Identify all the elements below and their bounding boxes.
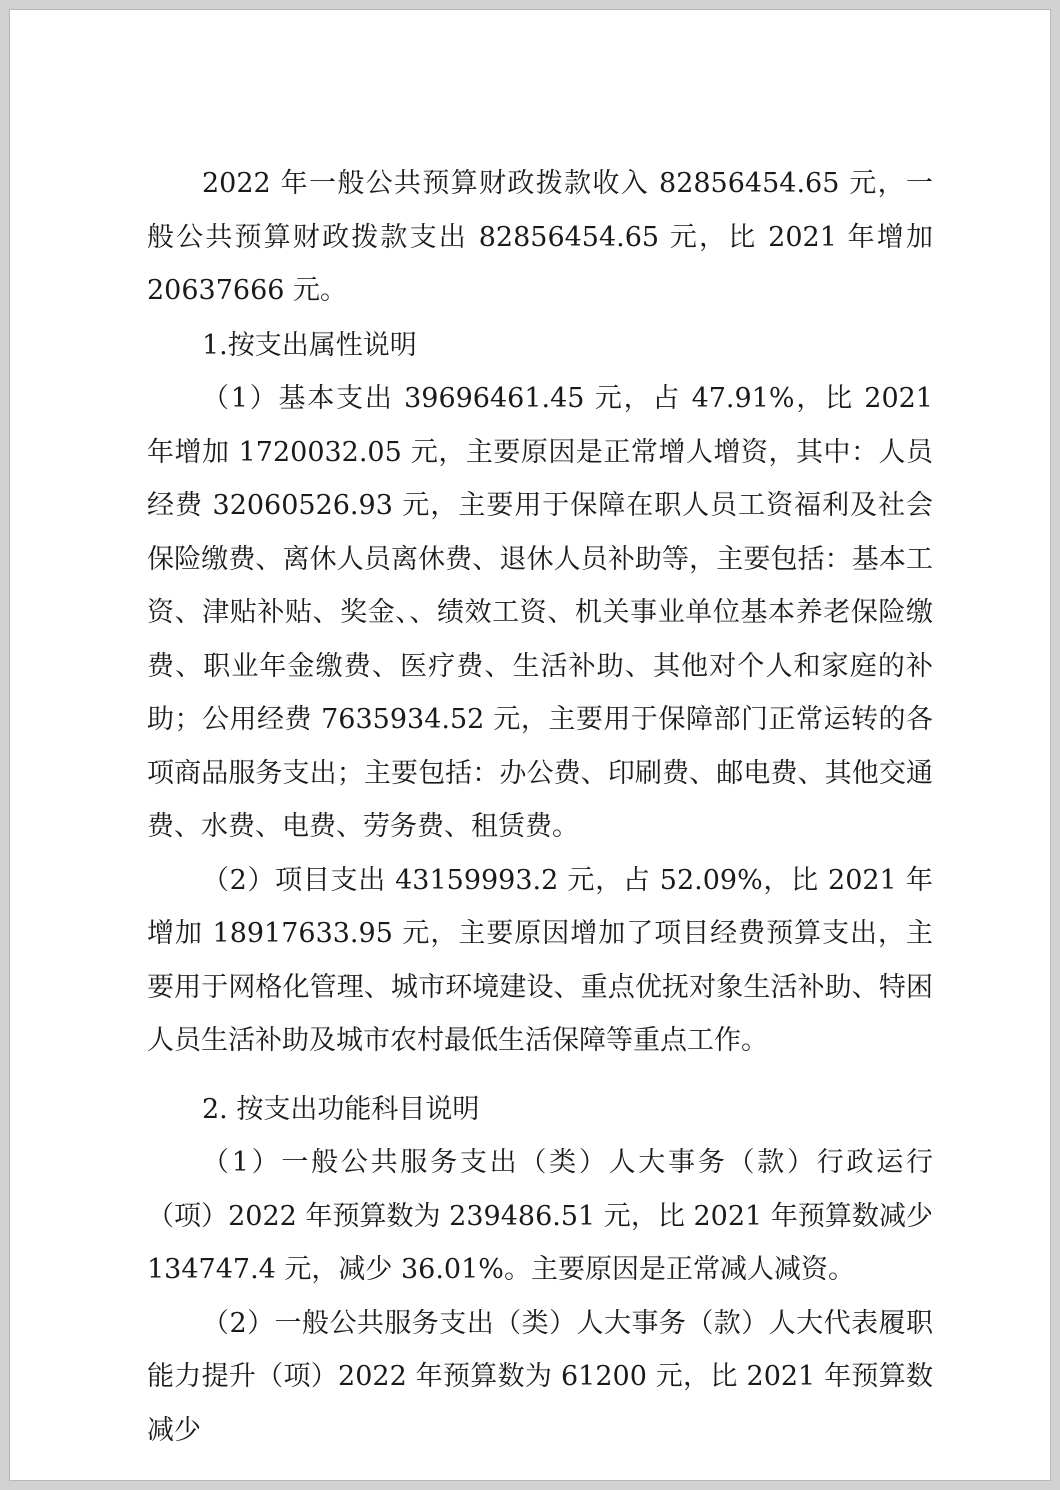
heading-by-function-subject: 2. 按支出功能科目说明 bbox=[202, 1093, 480, 1125]
section-spacer bbox=[147, 1068, 933, 1082]
paragraph-project-expenditure: （2）项目支出 43159993.2 元，占 52.09%，比 2021 年增加 18917633.95 元，主要原因增加了项目经费预算支出，主要用于网格化管理、城市环境建设、重点优抚对象生活补助、特困人员生活补助及城市农村最低生活保障等重点工作。 bbox=[147, 864, 933, 1056]
paragraph-admin-operation: （1）一般公共服务支出（类）人大事务（款）行政运行（项）2022 年预算数为 239486.51 元，比 2021 年预算数减少 134747.4 元，减少 36.01%。主要原因是正常减人减资。 bbox=[147, 1147, 933, 1285]
paragraph-basic-expenditure: （1）基本支出 39696461.45 元，占 47.91%，比 2021 年增加 1720032.05 元，主要原因是正常增人增资，其中：人员经费 32060526.93 元，主要用于保障在职人员工资福利及社会保险缴费、离休人员离休费、退休人员补助等，主要包括：基本工资、津贴补贴、奖金、、绩效工资、机关事业单位基本养老保险缴费、职业年金缴费、医疗费、生活补助、其他对个人和家庭的补助；公用经费 7635934.52 元，主要用于保障部门正常运转的各项商品服务支出；主要包括：办公费、印刷费、邮电费、其他交通费、水费、电费、劳务费、租赁费。 bbox=[147, 383, 933, 842]
paragraph-budget-summary: 2022 年一般公共预算财政拨款收入 82856454.65 元，一般公共预算财政拨款支出 82856454.65 元，比 2021 年增加 20637666 元。 bbox=[147, 168, 933, 306]
heading-by-expenditure-attribute: 1.按支出属性说明 bbox=[202, 329, 417, 361]
document-body bbox=[147, 157, 933, 1457]
paragraph-deputy-capacity: （2）一般公共服务支出（类）人大事务（款）人大代表履职能力提升（项）2022 年预算数为 61200 元，比 2021 年预算数减少 bbox=[147, 1307, 933, 1446]
